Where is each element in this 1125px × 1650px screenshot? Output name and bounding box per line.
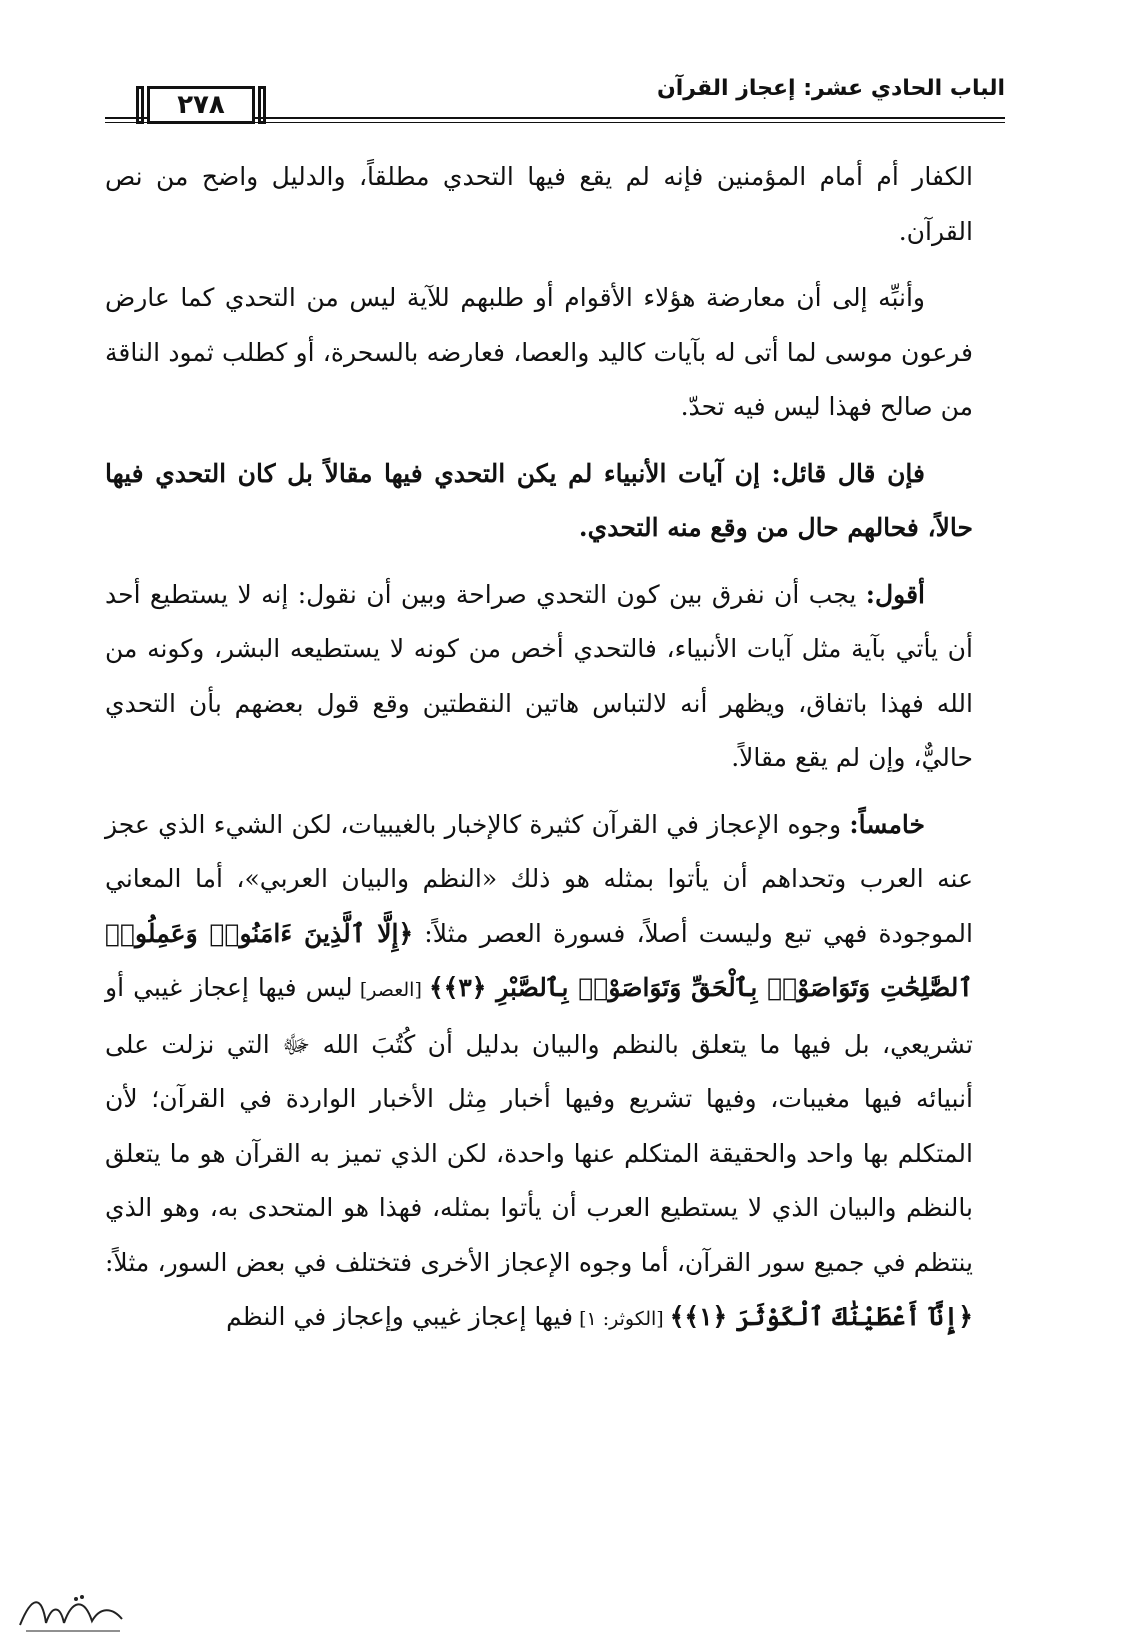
quran-verse-kawthar: ﴿إِنَّآ أَعْطَيْنَٰكَ ٱلْكَوْثَرَ ﴿١﴾﴾ xyxy=(669,1302,973,1331)
paragraph-1: الكفار أم أمام المؤمنين فإنه لم يقع فيها التحدي مطلقاً، والدليل واضح من نص القرآن. xyxy=(105,162,973,246)
paragraph-3: فإن قال قائل: إن آيات الأنبياء لم يكن التحدي فيها مقالاً بل كان التحدي فيها حالاً، فحالهم حال من وقع منه التحدي. xyxy=(105,458,973,542)
paragraph-5-text-c: فيها إعجاز غيبي وإعجاز في النظم xyxy=(226,1302,574,1331)
page-body xyxy=(105,150,973,1359)
paragraph-5 xyxy=(105,798,973,1347)
page-header xyxy=(105,62,1005,132)
paragraph-4 xyxy=(105,568,973,786)
paragraph-2: وأنبِّه إلى أن معارضة هؤلاء الأقوام أو طلبهم للآية ليس من التحدي كما عارض فرعون موسى لما أتى له بآيات كاليد والعصا، فعارضه بالسحرة، أو كطلب ثمود الناقة من صالح فهذا ليس فيه تحدّ. xyxy=(105,283,973,421)
paragraph-5-text-a: وجوه الإعجاز في القرآن كثيرة كالإخبار بالغيبيات، لكن الشيء الذي عجز عنه العرب وتحداهم أن يأتوا بمثله هو ذلك «النظم والبيان العربي»، أما المعاني الموجودة فهي تبع وليست أصلاً، فسورة العصر مثلاً: xyxy=(105,809,973,948)
paragraph-4-text: يجب أن نفرق بين كون التحدي صراحة وبين أن نقول: إنه لا يستطيع أحد أن يأتي بآية مثل آيات الأنبياء، فالتحدي أخص من كونه لا يستطيعه البشر، وكونه من الله فهذا باتفاق، ويظهر أنه لالتباس هاتين النقطتين وقع قول بعضهم بأن التحدي حاليٌّ، وإن لم يقع مقالاً. xyxy=(105,579,973,772)
quran-verse-asr: ﴿إِلَّا ٱلَّذِينَ ءَامَنُوا۟ وَعَمِلُوا۟ ٱلصَّٰلِحَٰتِ وَتَوَاصَوْا۟ بِٱلْحَقِّ وَتَوَاصَوْا۟ بِٱلصَّبْرِ ﴿٣﴾﴾ xyxy=(105,918,973,1002)
page-number: ٢٧٨ xyxy=(147,86,255,124)
publisher-logo xyxy=(12,1585,132,1640)
surah-reference-asr: [العصر] xyxy=(352,979,430,1001)
paragraph-4-lead: أقول: xyxy=(865,579,925,609)
paragraph-5-text-b: ليس فيها إعجاز غيبي أو تشريعي، بل فيها ما يتعلق بالنظم والبيان بدليل أن كُتُبَ الله ﷻ التي نزلت على أنبيائه فيها مغيبات، وفيها تشريع وفيها أخبار مِثل الأخبار الواردة في القرآن؛ لأن المتكلم بها واحد والحقيقة المتكلم عنها واحدة، لكن الذي تميز به القرآن هو ما يتعلق بالنظم والبيان الذي لا يستطيع العرب أن يأتوا بمثله، فهذا هو المتحدى به، وهو الذي ينتظم في جميع سور القرآن، أما وجوه الإعجاز الأخرى فتختلف في بعض السور، مثلاً: xyxy=(105,973,973,1277)
surah-reference-kawthar: [الكوثر: ١] xyxy=(573,1308,670,1330)
paragraph-5-lead: خامساً: xyxy=(849,809,925,839)
running-title: الباب الحادي عشر: إعجاز القرآن xyxy=(656,76,1005,101)
